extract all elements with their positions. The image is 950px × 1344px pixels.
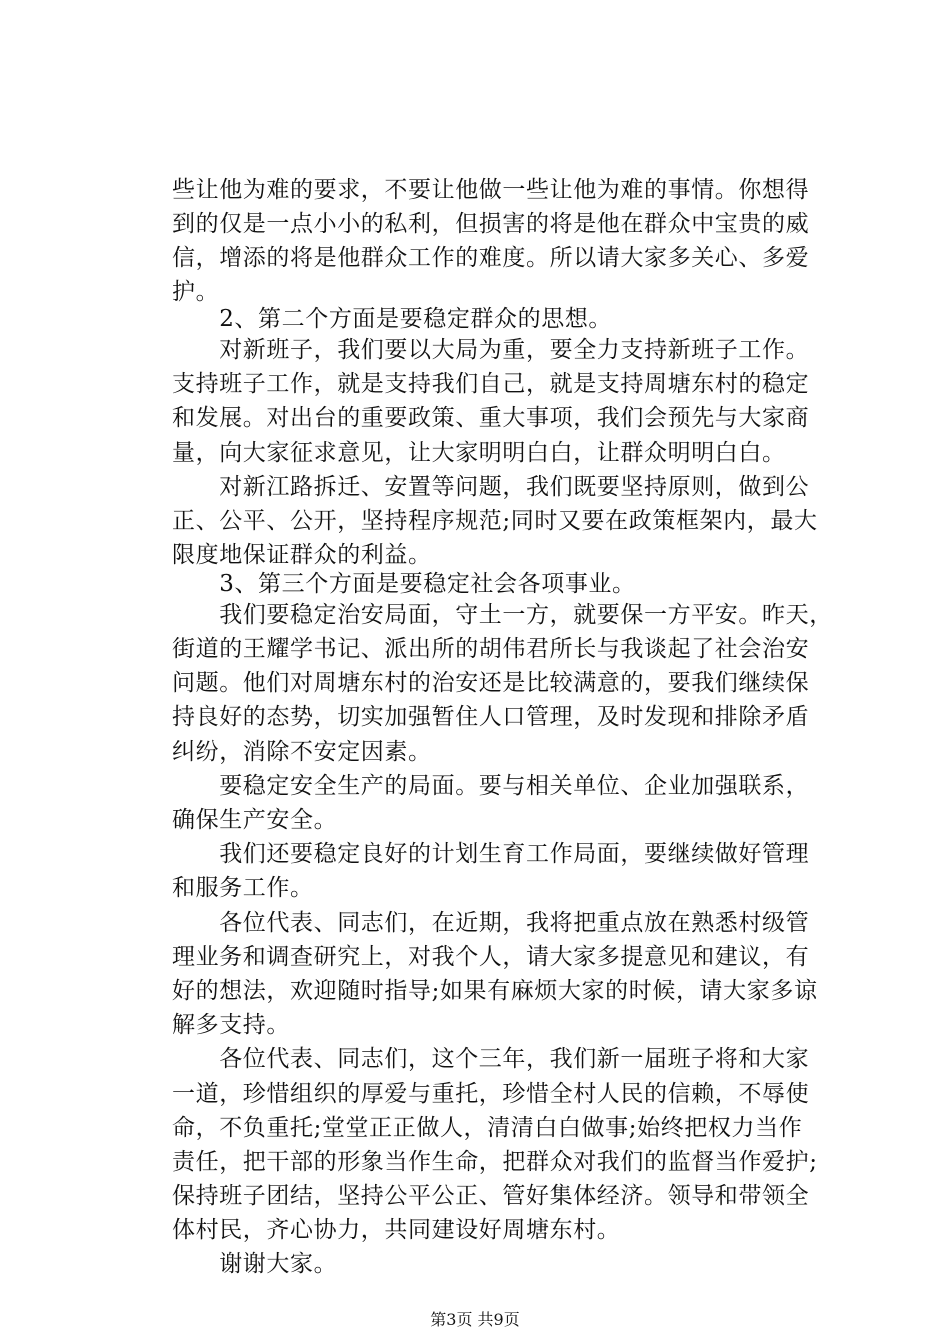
text-line: 各位代表、同志们，在近期，我将把重点放在熟悉村级管 [172, 910, 810, 936]
text-line: 责任，把干部的形象当作生命，把群众对我们的监督当作爱护; [172, 1149, 818, 1175]
text-line: 一道，珍惜组织的厚爱与重托，珍惜全村人民的信赖，不辱使 [172, 1081, 810, 1107]
text-line: 我们要稳定治安局面，守土一方，就要保一方平安。昨天， [172, 602, 833, 628]
text-line: 到的仅是一点小小的私利，但损害的将是他在群众中宝贵的威 [172, 211, 810, 237]
text-line: 对新江路拆迁、安置等问题，我们既要坚持原则，做到公 [172, 474, 810, 500]
text-line: 解多支持。 [172, 1012, 290, 1038]
text-line: 理业务和调查研究上，对我个人，请大家多提意见和建议，有 [172, 944, 810, 970]
text-line: 限度地保证群众的利益。 [172, 542, 432, 568]
text-line: 信，增添的将是他群众工作的难度。所以请大家多关心、多爱 [172, 245, 810, 271]
text-line: 对新班子，我们要以大局为重，要全力支持新班子工作。 [172, 337, 810, 363]
section-heading: 3、第三个方面是要稳定社会各项事业。 [172, 571, 636, 597]
text-line: 要稳定安全生产的局面。要与相关单位、企业加强联系， [172, 773, 810, 799]
text-line: 持良好的态势，切实加强暂住人口管理，及时发现和排除矛盾 [172, 704, 810, 730]
text-line: 各位代表、同志们，这个三年，我们新一届班子将和大家 [172, 1046, 810, 1072]
page-number: 第3页 共9页 [430, 1310, 520, 1329]
text-line: 问题。他们对周塘东村的治安还是比较满意的，要我们继续保 [172, 670, 810, 696]
text-line: 护。 [172, 279, 220, 305]
text-line: 确保生产安全。 [172, 807, 338, 833]
text-line: 量，向大家征求意见，让大家明明白白，让群众明明白白。 [172, 440, 786, 466]
text-line: 命，不负重托;堂堂正正做人，清清白白做事;始终把权力当作 [172, 1115, 803, 1141]
text-line: 和发展。对出台的重要政策、重大事项，我们会预先与大家商 [172, 405, 810, 431]
text-line: 好的想法，欢迎随时指导;如果有麻烦大家的时候，请大家多谅 [172, 978, 818, 1004]
section-heading: 2、第二个方面是要稳定群众的思想。 [172, 306, 613, 332]
text-line: 体村民，齐心协力，共同建设好周塘东村。 [172, 1217, 621, 1243]
text-line: 保持班子团结，坚持公平公正、管好集体经济。领导和带领全 [172, 1183, 810, 1209]
text-line: 街道的王耀学书记、派出所的胡伟君所长与我谈起了社会治安 [172, 636, 810, 662]
text-line: 些让他为难的要求，不要让他做一些让他为难的事情。你想得 [172, 177, 810, 203]
closing-line: 谢谢大家。 [172, 1251, 338, 1277]
text-line: 纠纷，消除不安定因素。 [172, 739, 432, 765]
text-line: 支持班子工作，就是支持我们自己，就是支持周塘东村的稳定 [172, 371, 810, 397]
text-line: 我们还要稳定良好的计划生育工作局面，要继续做好管理 [172, 841, 810, 867]
text-line: 和服务工作。 [172, 875, 314, 901]
text-line: 正、公平、公开，坚持程序规范;同时又要在政策框架内，最大 [172, 508, 818, 534]
